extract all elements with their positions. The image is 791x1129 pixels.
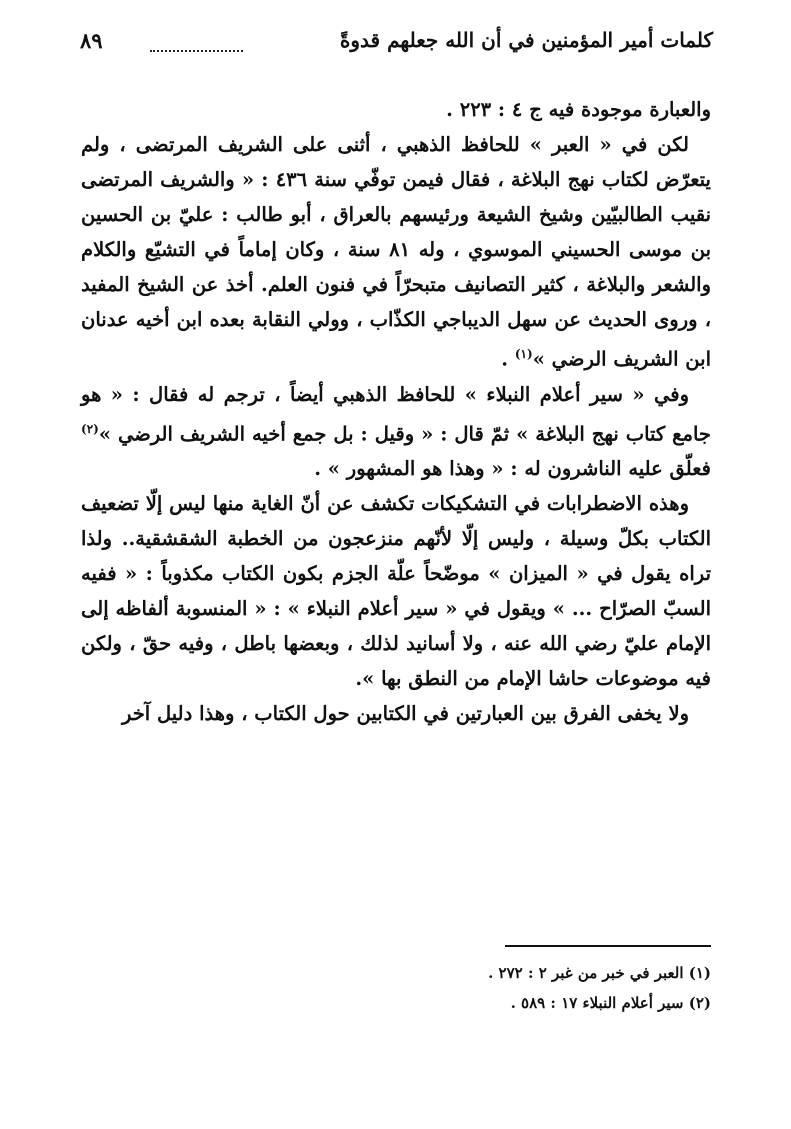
footnote: (٢) سير أعلام النبلاء ١٧ : ٥٨٩ . [510,994,711,1012]
paragraph-tail: فعلّق عليه الناشرون له : « وهذا هو المشهور » . [314,457,711,480]
body-text [81,92,711,731]
header-dot-leader [150,50,243,52]
footnote-separator [505,945,711,947]
paragraph-text: والعبارة موجودة فيه ج ٤ : ٢٢٣ . [446,98,711,121]
paragraph-text: ولا يخفى الفرق بين العبارتين في الكتابين حول الكتاب ، وهذا دليل آخر [121,702,689,725]
running-title: كلمات أمير المؤمنين في أن الله جعلهم قدوةً [339,28,713,52]
paragraph [81,696,711,731]
paragraph [81,377,711,487]
page-number: ٨٩ [80,28,103,53]
page-header [80,28,713,68]
paragraph-text: لكن في « العبر » للحافظ الذهبي ، أثنى على الشريف المرتضى ، ولم يتعرّض لكتاب نهج البلاغة ، فقال فيمن توفّي سنة ٤٣٦ : « والشريف المرتضى نقيب الطالبيّين وشيخ الشيعة ورئيسهم بالعراق ، أبو طالب : عليّ بن الحسين بن موسى الحسيني الموسوي ، وله ٨١ سنة ، وكان إماماً في التشيّع والكلام والشعر والبلاغة ، كثير التصانيف متبحرّاً في فنون العلم. أخذ عن الشيخ المفيد ، وروى الحديث عن سهل الديباجي الكذّاب ، وولي النقابة بعده ابن أخيه عدنان ابن الشريف الرضي » [81,133,711,371]
paragraph: لكن في « العبر » للحافظ الذهبي ، أثنى على الشريف المرتضى ، ولم يتعرّض لكتاب نهج البلاغة ، فقال فيمن توفّي سنة ٤٣٦ : « والشريف المرتضى نقيب الطالبيّين وشيخ الشيعة ورئيسهم بالعراق ، أبو طالب : عليّ بن الحسين بن موسى الحسيني الموسوي ، وله ٨١ سنة ، وكان إماماً في التشيّع والكلام والشعر والبلاغة ، كثير التصانيف متبحرّاً في فنون العلم. أخذ عن الشيخ المفيد ، وروى الحديث عن سهل الديباجي الكذّاب ، وولي النقابة بعده ابن أخيه عدنان ابن الشريف الرضي »$^{(١)}$ . [81,133,711,371]
paragraph [81,92,711,127]
paragraph [81,486,711,696]
footnotes [81,958,711,1018]
footnote-marker: (١) [514,347,533,361]
paragraph-text: وفي « سير أعلام النبلاء » للحافظ الذهبي أيضاً ، ترجم له فقال : « هو جامع كتاب نهج البلاغة » ثمّ قال : « وقيل : بل جمع أخيه الشريف الرضي » [81,382,711,445]
footnote: (١) العبر في خبر من غبر ٢ : ٢٧٢ . [488,964,711,982]
paragraph-text: وهذه الاضطرابات في التشكيكات تكشف عن أنّ الغاية منها ليس إلّا تضعيف الكتاب بكلّ وسيلة ، وليس إلّا لأنّهم منزعجون من الخطبة الشقشقية.. ولذا تراه يقول في « الميزان » موضّحاً علّة الجزم بكون الكتاب مكذوباً : « ففيه السبّ الصرّاح ... » ويقول في « سير أعلام النبلاء » : « المنسوبة ألفاظه إلى الإمام عليّ رضي الله عنه ، ولا أسانيد لذلك ، وبعضها باطل ، وفيه حقّ ، ولكن فيه موضوعات حاشا الإمام من النطق بها ». [81,492,711,690]
footnote-marker: (٢) [81,421,99,436]
